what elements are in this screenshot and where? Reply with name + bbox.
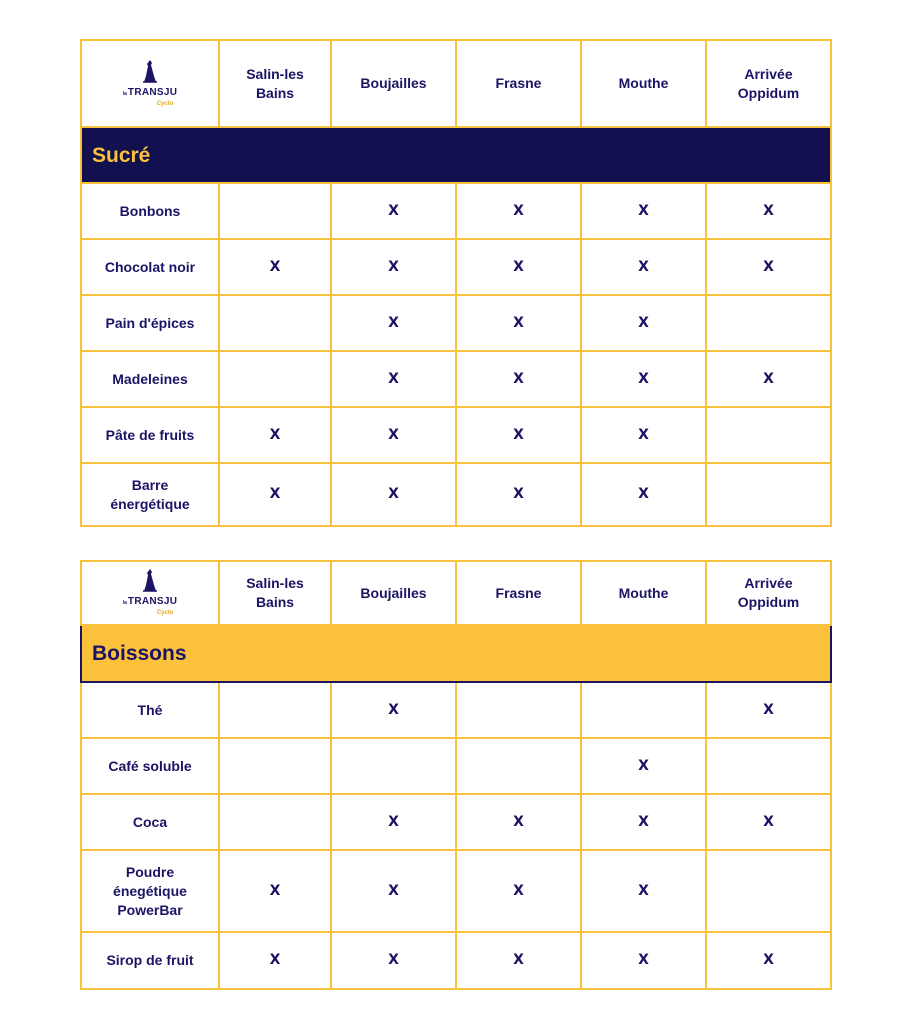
empty-cell [219, 738, 331, 794]
section-row [81, 625, 831, 682]
empty-cell [706, 463, 831, 526]
row-label-text: Pain d'épices [105, 314, 195, 331]
row-label [81, 794, 219, 850]
table-row [81, 239, 831, 295]
row-label-text: Thé [137, 701, 163, 718]
row-label-text: Pâte de fruits [105, 426, 195, 443]
availability-mark: X [331, 932, 456, 989]
empty-cell [706, 738, 831, 794]
row-label [81, 682, 219, 738]
column-header [331, 40, 456, 127]
row-label [81, 463, 219, 526]
section-title: Sucré [81, 127, 831, 183]
availability-mark: X [456, 239, 581, 295]
empty-cell [581, 682, 706, 738]
table-row [81, 682, 831, 738]
row-label-text: Barre énergétique [110, 476, 190, 512]
empty-cell [331, 738, 456, 794]
table-row [81, 407, 831, 463]
section-title: Boissons [81, 625, 831, 682]
column-header-text: Salin-les Bains [246, 65, 304, 101]
skier-icon [142, 60, 158, 84]
row-label [81, 351, 219, 407]
availability-mark: X [581, 738, 706, 794]
empty-cell [456, 738, 581, 794]
sucre-table [80, 39, 832, 527]
row-label [81, 932, 219, 989]
column-header [706, 40, 831, 127]
empty-cell [219, 351, 331, 407]
availability-mark: X [456, 850, 581, 932]
availability-mark: X [581, 351, 706, 407]
column-header-text: Frasne [495, 584, 542, 601]
transju-logo: la TRANSJU Cyclo [123, 60, 178, 108]
availability-mark: X [581, 407, 706, 463]
row-label [81, 407, 219, 463]
availability-mark: X [456, 794, 581, 850]
table-row [81, 351, 831, 407]
row-label-text: Poudre énegétique PowerBar [113, 863, 187, 918]
column-header [456, 40, 581, 127]
column-header-text: Arrivée Oppidum [737, 575, 800, 610]
availability-mark: X [331, 463, 456, 526]
column-header-text: Salin-les Bains [246, 575, 304, 610]
table-row [81, 794, 831, 850]
availability-mark: X [581, 183, 706, 239]
column-header [456, 561, 581, 625]
table-row [81, 850, 831, 932]
row-label-text: Café soluble [108, 757, 192, 774]
table-body [81, 561, 831, 989]
skier-icon [142, 569, 158, 593]
column-header [581, 40, 706, 127]
column-header [219, 561, 331, 625]
availability-mark: X [581, 794, 706, 850]
availability-mark: X [331, 794, 456, 850]
table-row [81, 463, 831, 526]
row-label [81, 239, 219, 295]
column-header [581, 561, 706, 625]
logo-cell [81, 561, 219, 625]
availability-mark: X [456, 295, 581, 351]
header-row [81, 561, 831, 625]
column-header-text: Boujailles [360, 584, 427, 601]
empty-cell [219, 183, 331, 239]
logo-cell [81, 40, 219, 127]
table-body [81, 40, 831, 526]
availability-mark: X [581, 932, 706, 989]
availability-mark: X [706, 932, 831, 989]
empty-cell [706, 407, 831, 463]
availability-mark: X [456, 407, 581, 463]
availability-mark: X [581, 850, 706, 932]
empty-cell [219, 794, 331, 850]
section-row [81, 127, 831, 183]
empty-cell [706, 850, 831, 932]
header-row [81, 40, 831, 127]
availability-mark: X [456, 351, 581, 407]
column-header-text: Frasne [495, 75, 542, 91]
column-header [706, 561, 831, 625]
availability-mark: X [456, 932, 581, 989]
availability-mark: X [706, 682, 831, 738]
availability-mark: X [219, 463, 331, 526]
availability-mark: X [706, 351, 831, 407]
table-row [81, 932, 831, 989]
column-header-text: Mouthe [618, 75, 669, 91]
availability-mark: X [219, 407, 331, 463]
column-header-text: Arrivée Oppidum [737, 65, 800, 101]
table-row [81, 738, 831, 794]
availability-mark: X [331, 407, 456, 463]
availability-mark: X [706, 183, 831, 239]
row-label-text: Chocolat noir [104, 258, 196, 275]
availability-mark: X [581, 295, 706, 351]
row-label-text: Bonbons [119, 202, 181, 219]
availability-mark: X [219, 239, 331, 295]
availability-mark: X [331, 850, 456, 932]
availability-mark: X [456, 183, 581, 239]
availability-mark: X [581, 239, 706, 295]
row-label [81, 850, 219, 932]
availability-mark: X [331, 295, 456, 351]
transju-logo: la TRANSJU Cyclo [123, 569, 178, 617]
column-header [219, 40, 331, 127]
row-label [81, 295, 219, 351]
table-row [81, 295, 831, 351]
availability-mark: X [331, 682, 456, 738]
row-label-text: Coca [132, 813, 168, 830]
row-label [81, 183, 219, 239]
availability-mark: X [456, 463, 581, 526]
empty-cell [706, 295, 831, 351]
column-header-text: Mouthe [618, 584, 669, 601]
row-label [81, 738, 219, 794]
availability-mark: X [331, 239, 456, 295]
column-header [331, 561, 456, 625]
empty-cell [456, 682, 581, 738]
empty-cell [219, 682, 331, 738]
column-header-text: Boujailles [360, 75, 427, 91]
availability-mark: X [706, 239, 831, 295]
availability-mark: X [219, 932, 331, 989]
boissons-table [80, 560, 832, 990]
availability-mark: X [219, 850, 331, 932]
availability-mark: X [331, 351, 456, 407]
row-label-text: Sirop de fruit [106, 952, 194, 968]
row-label-text: Madeleines [112, 370, 188, 387]
availability-mark: X [331, 183, 456, 239]
table-row [81, 183, 831, 239]
empty-cell [219, 295, 331, 351]
availability-mark: X [706, 794, 831, 850]
availability-mark: X [581, 463, 706, 526]
